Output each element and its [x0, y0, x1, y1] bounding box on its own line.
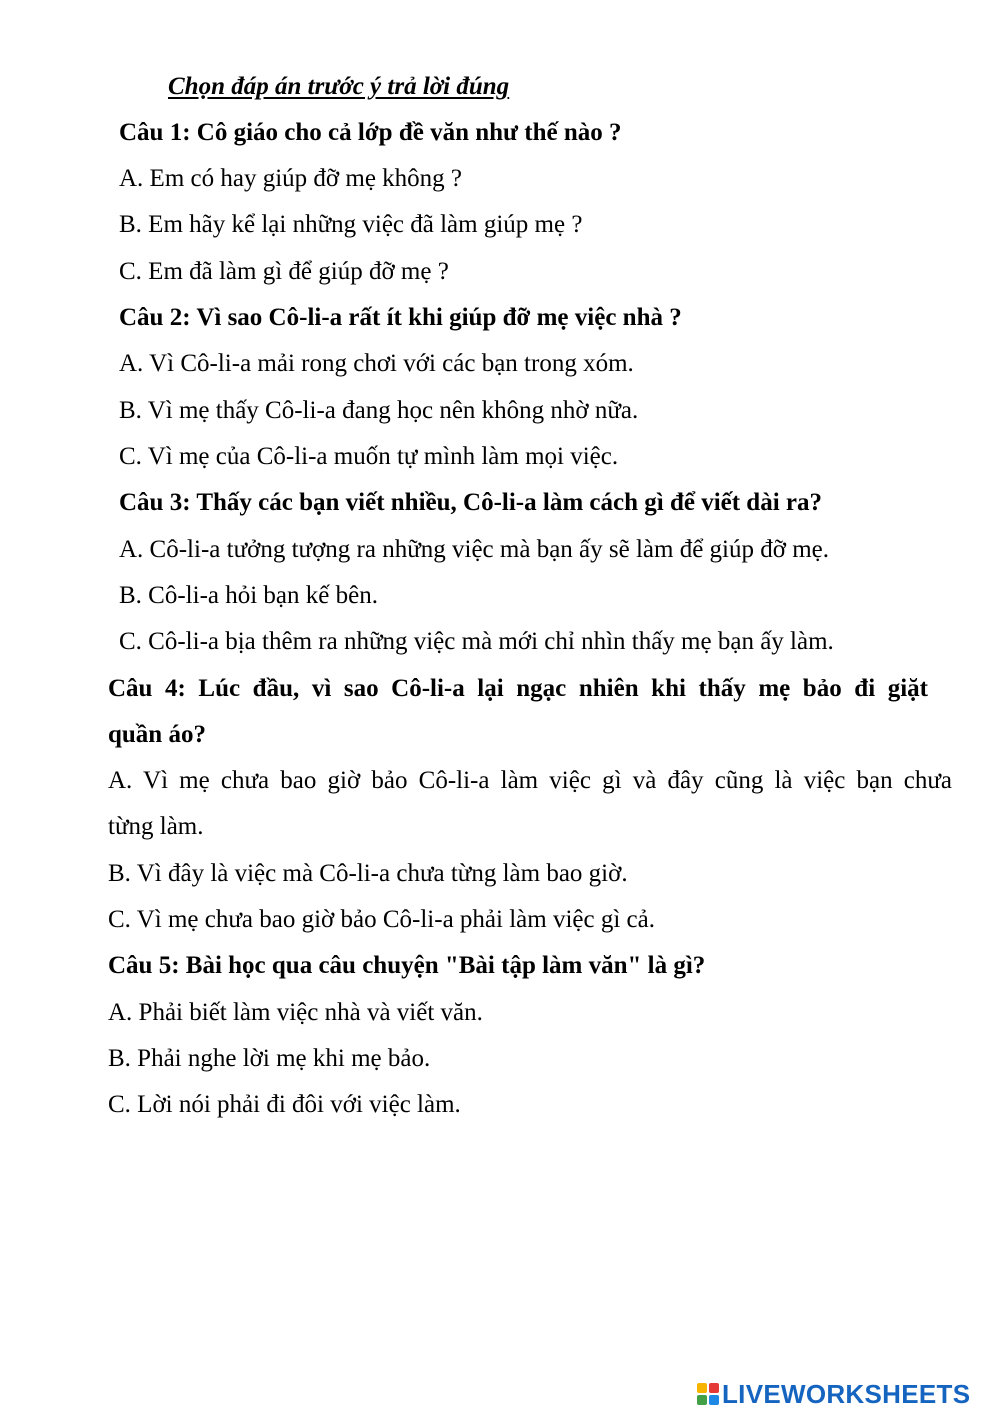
question-4-line-2: quần áo?: [108, 721, 206, 748]
question-1-option-c[interactable]: C. Em đã làm gì để giúp đỡ mẹ ?: [119, 258, 449, 285]
liveworksheets-logo-icon: [697, 1383, 719, 1405]
question-5-option-c[interactable]: C. Lời nói phải đi đôi với việc làm.: [108, 1091, 461, 1118]
question-3-option-b[interactable]: B. Cô-li-a hỏi bạn kế bên.: [119, 582, 378, 609]
question-5: Câu 5: Bài học qua câu chuyện "Bài tập làm văn" là gì?: [108, 952, 706, 979]
question-1-option-a[interactable]: A. Em có hay giúp đỡ mẹ không ?: [119, 165, 463, 192]
question-3-option-a[interactable]: A. Cô-li-a tưởng tượng ra những việc mà bạn ấy sẽ làm để giúp đỡ mẹ.: [119, 536, 830, 563]
question-4-option-b[interactable]: B. Vì đây là việc mà Cô-li-a chưa từng làm bao giờ.: [108, 860, 628, 887]
question-2-option-c[interactable]: C. Vì mẹ của Cô-li-a muốn tự mình làm mọi việc.: [119, 443, 619, 470]
liveworksheets-text: LIVEWORKSHEETS: [722, 1379, 971, 1409]
question-2-option-b[interactable]: B. Vì mẹ thấy Cô-li-a đang học nên không nhờ nữa.: [119, 397, 639, 424]
question-2-option-a[interactable]: A. Vì Cô-li-a mải rong chơi với các bạn trong xóm.: [119, 350, 634, 377]
question-2: Câu 2: Vì sao Cô-li-a rất ít khi giúp đỡ mẹ việc nhà ?: [119, 304, 682, 331]
question-5-option-b[interactable]: B. Phải nghe lời mẹ khi mẹ bảo.: [108, 1045, 431, 1072]
question-4-option-c[interactable]: C. Vì mẹ chưa bao giờ bảo Cô-li-a phải làm việc gì cả.: [108, 906, 655, 933]
question-1: Câu 1: Cô giáo cho cả lớp đề văn như thế nào ?: [119, 119, 622, 146]
question-3: Câu 3: Thấy các bạn viết nhiều, Cô-li-a làm cách gì để viết dài ra?: [119, 489, 823, 516]
question-4-line-1: Câu 4: Lúc đầu, vì sao Cô-li-a lại ngạc nhiên khi thấy mẹ bảo đi giặt: [108, 675, 928, 702]
liveworksheets-watermark: [697, 1379, 970, 1409]
question-3-option-c[interactable]: C. Cô-li-a bịa thêm ra những việc mà mới chỉ nhìn thấy mẹ bạn ấy làm.: [119, 628, 834, 655]
question-5-option-a[interactable]: A. Phải biết làm việc nhà và viết văn.: [108, 999, 483, 1026]
question-1-option-b[interactable]: B. Em hãy kể lại những việc đã làm giúp mẹ ?: [119, 211, 583, 238]
question-4-option-a-continued[interactable]: từng làm.: [108, 813, 204, 840]
page-title: Chọn đáp án trước ý trả lời đúng: [168, 73, 510, 100]
question-4-option-a[interactable]: A. Vì mẹ chưa bao giờ bảo Cô-li-a làm việc gì và đây cũng là việc bạn chưa: [108, 767, 952, 794]
